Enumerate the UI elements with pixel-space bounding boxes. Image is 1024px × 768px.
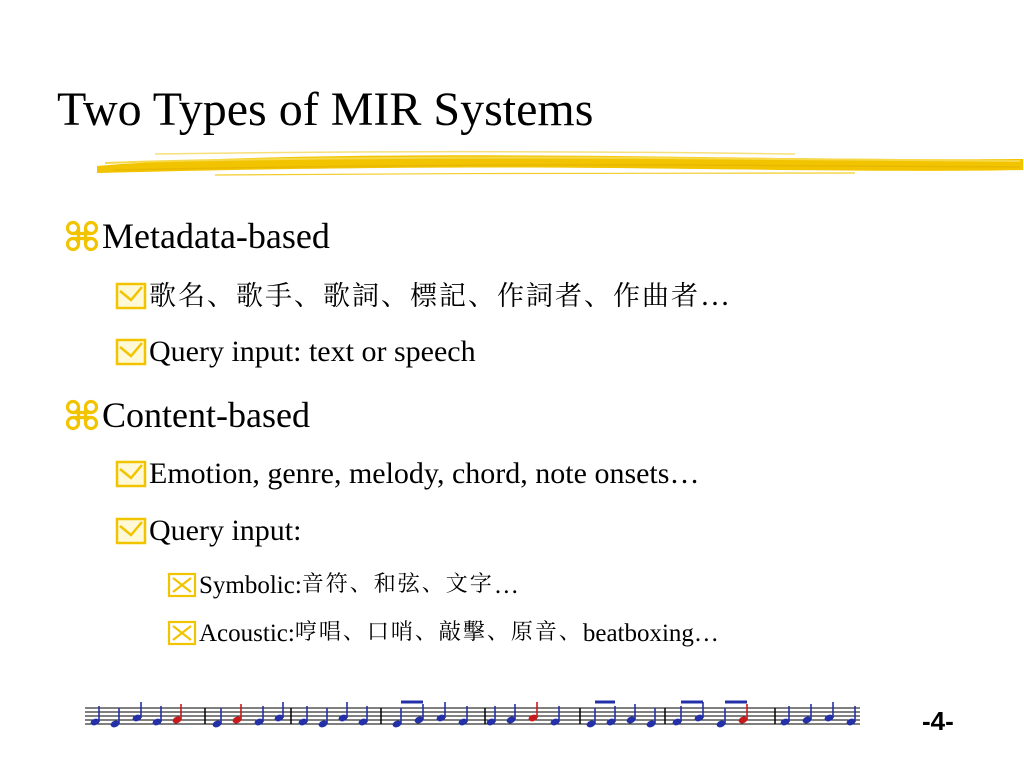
command-key-icon [62, 218, 102, 254]
sub-sub-bullet-prefix: Acoustic: [199, 619, 295, 647]
sub-bullet-cjk-text: 歌名、歌手、歌詞、標記、作詞者、作曲者 [149, 280, 700, 312]
sub-sub-bullet-cjk: 哼唱、口哨、敲擊、原音、 [294, 620, 583, 645]
title-underline-brushstroke [95, 146, 1024, 180]
bullet-text: Content-based [102, 395, 310, 435]
sub-bullet-metadata-fields [115, 281, 730, 311]
x-box-icon [167, 572, 197, 598]
check-box-icon [115, 337, 147, 367]
sub-bullet-text: Query input: text or speech [149, 335, 476, 368]
bullet-content-based [62, 397, 310, 433]
sub-bullet-text: Emotion, genre, melody, chord, note onsets… [149, 457, 700, 490]
sub-sub-bullet-prefix: Symbolic: [199, 571, 302, 599]
check-box-icon [115, 281, 147, 311]
sub-sub-bullet-suffix: beatboxing… [582, 619, 719, 647]
check-box-icon [115, 516, 147, 546]
page-number: -4- [922, 706, 954, 736]
sub-bullet-ellipsis: … [700, 279, 730, 312]
sub-bullet-query-input [115, 516, 301, 546]
sub-bullet-text: Query input: [149, 514, 302, 547]
bullet-text: Metadata-based [102, 216, 330, 256]
sub-bullet-content-features [115, 459, 699, 489]
sub-sub-bullet-suffix: … [493, 571, 519, 599]
x-box-icon [167, 620, 197, 646]
sub-sub-bullet-acoustic [167, 620, 719, 646]
sub-bullet-query-input-text [115, 337, 476, 367]
command-key-icon [62, 397, 102, 433]
sub-sub-bullet-symbolic [167, 572, 519, 598]
slide-title: Two Types of MIR Systems [57, 83, 594, 136]
music-staff-decoration [85, 690, 865, 740]
sub-sub-bullet-cjk: 音符、和弦、文字 [301, 572, 494, 597]
check-box-icon [115, 459, 147, 489]
bullet-metadata-based [62, 218, 330, 254]
